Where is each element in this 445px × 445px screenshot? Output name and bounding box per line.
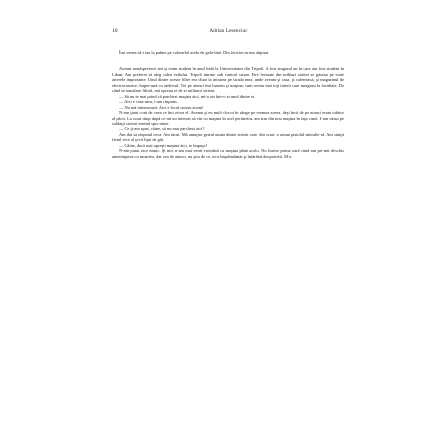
section-break (112, 55, 344, 66)
page-header (112, 28, 345, 40)
paragraph: N-am putut zice nimic. Şi nici n-am mai venit vreodată cu maşina până acolo. Nu fusese prima oară când am pri-mit deschis ameninţarea cu moartea, dar cea de atunci, nu ştiu de ce, m-a înspăimântat şi întărâtat deopotrivă. M-a (112, 148, 344, 159)
running-head-author: Adrian Lesenciuc (209, 28, 248, 34)
dialogue-line: — Nu mă interesează. Aici e locul nostru acum! (119, 104, 204, 110)
dialogue-line: — Câine, dacă mai opreşti maşina aici, te împuşc! (119, 142, 208, 148)
dialogue-line: — Ce ţi-am spus, căine, să nu mai parchezi aici? (119, 126, 205, 132)
page-number: 10 (112, 28, 118, 34)
dialogue-line: — Aici e casa mea, i-am răspuns. (119, 99, 178, 105)
dialogue-line: — Să nu te mai prind că parchezi maşina aici, mi-a zis într-o zi unul dintre ei. (119, 93, 256, 99)
paragraph: Am dat să răspund ceva. Am tăcut. Mă amuţise gestul unuia dintre sirieni care, din scurt, a armat pistolul-mitralie-ră. Am simţit fierul rece al ţevii lipit de gât. (112, 131, 344, 143)
paragraph: Îmi venea să-i iau la palme pe colonelul acela de gela-tină. Din fericire m-am abţinut. (119, 50, 270, 55)
paragraph: N-am ţinut cont de ceea ce îmi zicea el. Aveam şi eu mult clocot în sânge pe vremea aceea, deşi încă de pe atunci eram iubitor al păcii. La scurt timp după ce mi-au interzis să vin cu maşina în acel perimetru, am tras din nou maşina în faţa casei. I-am văzut pe soldaţii sirieni venind spre mine. (112, 110, 344, 126)
page-body (112, 50, 344, 159)
paragraph: Aveam nouăsprezece ani şi eram student în anul întâi la Universitatea din Tripoli. A fost singurul an în care am fost student în Liban. Am preferat să aleg calea exilului. Tripoli intrase sub control sirian. Fire formate din militari sirieni se găseau pe toate arterele importante. Unul dintre aceste filtre era chiar la intrarea pe strada mea, unde aveam şi casa, şi cafeneaua, şi magazinul de electrocasnice, împre-ună cu atelierul. Tot pe atunci îmi luasem şi maşina, cum aveau mai toţi tinerii care mergeau la facultate. De când se instalase filtrul, mă opreau zi de zi militarii sirieni. (112, 66, 344, 94)
